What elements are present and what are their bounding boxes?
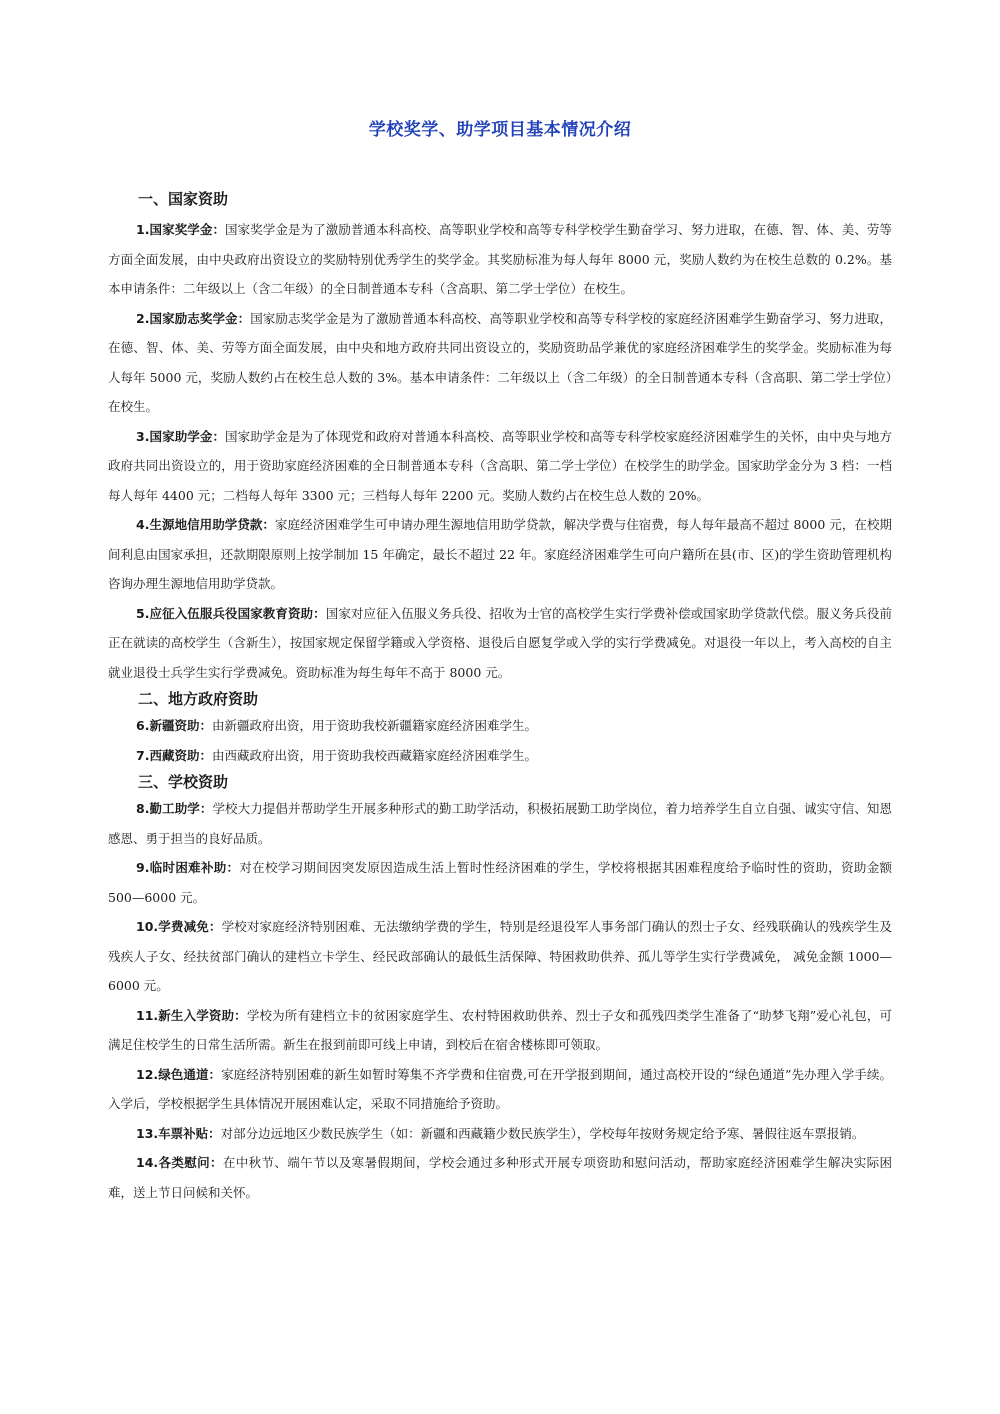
item-label: 8.勤工助学： (136, 801, 213, 816)
item-text: 学校对家庭经济特别困难、无法缴纳学费的学生，特别是经退役军人事务部门确认的烈士子女、经残联确认的残疾学生及残疾人子女、经扶贫部门确认的建档立卡学生、经民政部确认的最低生活保障、特困救助供养、孤儿等学生实行学费减免， 减免金额 1000—6000 元。 (108, 919, 892, 993)
section-heading: 一、国家资助 (138, 190, 229, 208)
item-text: 国家励志奖学金是为了激励普通本科高校、高等职业学校和高等专科学校的家庭经济困难学生勤奋学习、努力进取，在德、智、体、美、劳等方面全面发展，由中央和地方政府共同出资设立的，奖励资助品学兼优的家庭经济困难学生的奖学金。奖励标准为每人每年 5000 元，奖励人数约占在校生总人数的 3%。基本申请条件：二年级以上（含二年级）的全日制普通本专科（含高职、第二学士学位）在校生。 (108, 310, 892, 414)
paragraph-national-scholarship (108, 215, 892, 304)
paragraph-military-service-aid (108, 599, 892, 688)
item-text: 国家对应征入伍服义务兵役、招收为士官的高校学生实行学费补偿或国家助学贷款代偿。服义务兵役前正在就读的高校学生（含新生），按国家规定保留学籍或入学资格、退役后自愿复学或入学的实行学费减免。对退役一年以上，考入高校的自主就业退役士兵学生实行学费减免。资助标准为每生每年不高于 8000 元。 (108, 605, 892, 680)
paragraph-xinjiang-aid (108, 711, 892, 741)
document-title: 学校奖学、助学项目基本情况介绍 (368, 120, 632, 140)
paragraph-holiday-visits (108, 1148, 892, 1207)
section-school-aid (108, 770, 892, 1207)
paragraph-freshman-aid (108, 1001, 892, 1060)
paragraph-work-study (108, 794, 892, 853)
item-text: 由西藏政府出资，用于资助我校西藏籍家庭经济困难学生。 (211, 747, 537, 763)
item-label: 13.车票补贴： (136, 1125, 221, 1141)
section-heading: 二、地方政府资助 (138, 690, 259, 708)
item-text: 由新疆政府出资，用于资助我校新疆籍家庭经济困难学生。 (211, 718, 537, 733)
item-label: 6.新疆资助： (136, 718, 212, 733)
item-text: 家庭经济困难学生可申请办理生源地信用助学贷款，解决学费与住宿费，每人每年最高不超过 8000 元，在校期间利息由国家承担，还款期限原则上按学制加 15 年确定，最长不超过 22 年。家庭经济困难学生可向户籍所在县(市、区)的学生资助管理机构咨询办理生源地信用助学贷款。 (108, 517, 892, 591)
section-national-aid (108, 187, 892, 687)
paragraph-student-loan (108, 510, 892, 599)
paragraph-tuition-waiver (108, 912, 892, 1001)
item-label: 10.学费减免： (136, 919, 222, 934)
paragraph-ticket-subsidy (108, 1119, 892, 1149)
paragraph-tibet-aid (108, 741, 892, 771)
paragraph-green-channel (108, 1060, 892, 1119)
item-text: 国家助学金是为了体现党和政府对普通本科高校、高等职业学校和高等专科学校家庭经济困难学生的关怀，由中央与地方政府共同出资设立的，用于资助家庭经济困难的全日制普通本专科（含高职、第二学士学位）在校学生的助学金。国家助学金分为 3 档：一档每人每年 4400 元；二档每人每年 3300 元；三档每人每年 2200 元。奖励人数约占在校生总人数的 20%。 (108, 428, 892, 503)
item-label: 9.临时困难补助： (136, 860, 240, 875)
item-text: 学校大力提倡并帮助学生开展多种形式的勤工助学活动，积极拓展勤工助学岗位，着力培养学生自立自强、诚实守信、知恩感恩、勇于担当的良好品质。 (108, 801, 892, 846)
item-label: 4.生源地信用助学贷款： (136, 517, 275, 532)
item-text: 在中秋节、端午节以及寒暑假期间，学校会通过多种形式开展专项资助和慰问活动，帮助家庭经济困难学生解决实际困难，送上节日问候和关怀。 (108, 1155, 892, 1200)
item-label: 14.各类慰问： (136, 1155, 223, 1170)
item-text: 对在校学习期间因突发原因造成生活上暂时性经济困难的学生，学校将根据其困难程度给予临时性的资助，资助金额 500—6000 元。 (108, 860, 892, 905)
item-label: 5.应征入伍服兵役国家教育资助： (136, 605, 326, 621)
item-label: 2.国家励志奖学金： (136, 310, 251, 326)
paragraph-national-encouragement-scholarship (108, 304, 892, 422)
section-heading: 三、学校资助 (138, 773, 229, 791)
item-text: 对部分边远地区少数民族学生（如：新疆和西藏籍少数民族学生），学校每年按财务规定给予寒、暑假往返车票报销。 (220, 1125, 865, 1141)
item-label: 12.绿色通道： (136, 1066, 222, 1082)
paragraph-national-grant (108, 422, 892, 511)
item-label: 11.新生入学资助： (136, 1007, 247, 1023)
item-label: 1.国家奖学金： (136, 222, 226, 237)
item-text: 家庭经济特别困难的新生如暂时筹集不齐学费和住宿费,可在开学报到期间，通过高校开设的“绿色通道”先办理入学手续。入学后，学校根据学生具体情况开展困难认定，采取不同措施给予资助。 (108, 1066, 892, 1111)
paragraph-temporary-hardship-subsidy (108, 853, 892, 912)
section-local-government-aid (108, 687, 892, 770)
item-label: 7.西藏资助： (136, 747, 212, 763)
item-text: 学校为所有建档立卡的贫困家庭学生、农村特困救助供养、烈士子女和孤残四类学生准备了“助梦飞翔”爱心礼包，可满足住校学生的日常生活所需。新生在报到前即可线上申请，到校后在宿舍楼栋即可领取。 (108, 1007, 892, 1052)
item-label: 3.国家助学金： (136, 428, 226, 444)
item-text: 国家奖学金是为了激励普通本科高校、高等职业学校和高等专科学校学生勤奋学习、努力进取，在德、智、体、美、劳等方面全面发展，由中央政府出资设立的奖励特别优秀学生的奖学金。其奖励标准为每人每年 8000 元，奖励人数约为在校生总数的 0.2%。基本申请条件：二年级以上（含二年级）的全日制普通本专科（含高职、第二学士学位）在校生。 (108, 222, 892, 296)
